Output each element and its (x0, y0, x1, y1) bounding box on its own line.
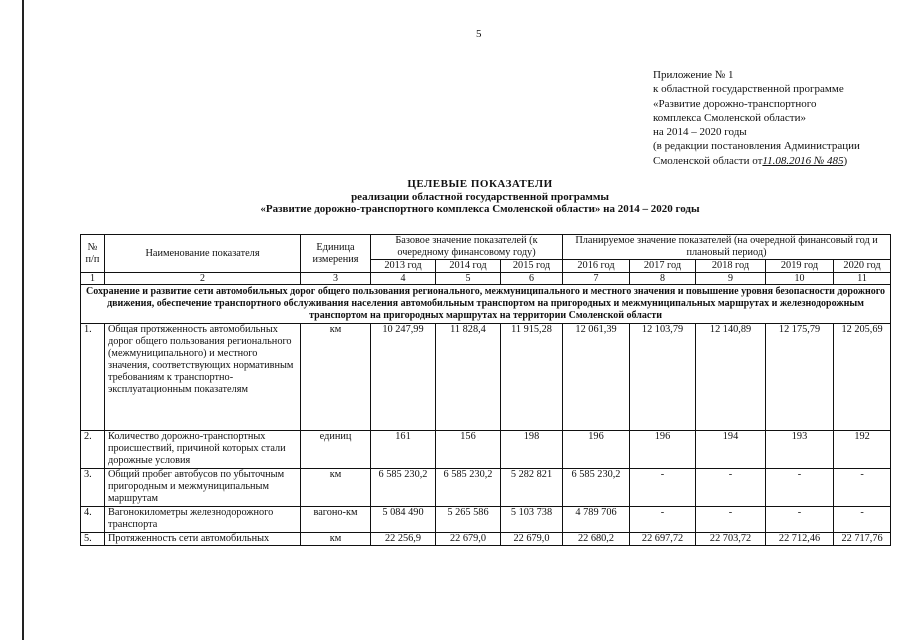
annex-line: Приложение № 1 (653, 69, 734, 81)
annex-block (653, 68, 893, 168)
row-value: 22 717,76 (834, 533, 891, 546)
row-value: - (696, 469, 766, 507)
scan-edge-line (22, 0, 24, 640)
header-name: Наименование показателя (105, 235, 301, 273)
indicators-table (80, 234, 891, 546)
index-cell: 11 (834, 273, 891, 285)
row-unit: км (301, 469, 371, 507)
document-title (60, 178, 900, 216)
row-value: - (766, 469, 834, 507)
row-value: 11 915,28 (501, 324, 563, 431)
row-value: 11 828,4 (436, 324, 501, 431)
header-year: 2017 год (630, 260, 696, 273)
row-value: 6 585 230,2 (371, 469, 436, 507)
row-value: 22 712,46 (766, 533, 834, 546)
row-value: - (834, 507, 891, 533)
row-num: 5. (81, 533, 105, 546)
row-value: 4 789 706 (563, 507, 630, 533)
row-value: 196 (630, 431, 696, 469)
row-num: 1. (81, 324, 105, 431)
index-cell: 9 (696, 273, 766, 285)
row-value: 22 680,2 (563, 533, 630, 546)
row-value: 6 585 230,2 (436, 469, 501, 507)
row-value: 5 265 586 (436, 507, 501, 533)
header-year: 2020 год (834, 260, 891, 273)
index-cell: 5 (436, 273, 501, 285)
row-name: Вагонокилометры железнодорожного транспорта (105, 507, 301, 533)
header-unit: Единица измерения (301, 235, 371, 273)
header-year: 2018 год (696, 260, 766, 273)
handwritten-date: 11.08.2016 № 485 (762, 154, 844, 167)
row-value: - (696, 507, 766, 533)
index-cell: 3 (301, 273, 371, 285)
row-value: 22 697,72 (630, 533, 696, 546)
annex-line: на 2014 – 2020 годы (653, 126, 747, 139)
header-year: 2016 год (563, 260, 630, 273)
annex-line: к областной государственной программе (653, 83, 844, 96)
title-line-2: реализации областной государственной программы (351, 190, 609, 203)
row-unit: км (301, 324, 371, 431)
row-value: 194 (696, 431, 766, 469)
header-base: Базовое значение показателей (к очередному финансовому году) (371, 235, 563, 260)
index-cell: 1 (81, 273, 105, 285)
row-num: 4. (81, 507, 105, 533)
row-value: 22 703,72 (696, 533, 766, 546)
row-value: 5 103 738 (501, 507, 563, 533)
row-value: 6 585 230,2 (563, 469, 630, 507)
page-number: 5 (476, 28, 482, 40)
row-num: 2. (81, 431, 105, 469)
annex-line: комплекса Смоленской области» (653, 111, 807, 124)
row-name: Количество дорожно-транспортных происшествий, причиной которых стали дорожные условия (105, 431, 301, 469)
header-year: 2013 год (371, 260, 436, 273)
index-cell: 4 (371, 273, 436, 285)
row-value: 161 (371, 431, 436, 469)
header-year: 2014 год (436, 260, 501, 273)
row-value: 156 (436, 431, 501, 469)
row-num: 3. (81, 469, 105, 507)
row-unit: единиц (301, 431, 371, 469)
row-value: 12 205,69 (834, 324, 891, 431)
index-cell: 10 (766, 273, 834, 285)
header-year: 2015 год (501, 260, 563, 273)
annex-line: (в редакции постановления Администрации (653, 140, 860, 153)
row-value: - (766, 507, 834, 533)
row-value: 198 (501, 431, 563, 469)
row-unit: км (301, 533, 371, 546)
annex-line-date: Смоленской области от11.08.2016 № 485) (653, 154, 848, 167)
row-unit: вагоно-км (301, 507, 371, 533)
row-value: 22 679,0 (436, 533, 501, 546)
table-row (81, 431, 891, 469)
table-row (81, 324, 891, 431)
row-value: 22 256,9 (371, 533, 436, 546)
header-plan: Планируемое значение показателей (на очередной финансовый год и плановый период) (563, 235, 891, 260)
title-line-3: «Развитие дорожно-транспортного комплекса Смоленской области» на 2014 – 2020 годы (260, 203, 700, 215)
row-value: - (630, 469, 696, 507)
section-heading: Сохранение и развитие сети автомобильных дорог общего пользования регионального, межмуниципального и местного значения и повышение уровня безопасности дорожного движения, обеспечение транспортного обслуживания населения автомобильным транспортом на пригородных и межмуниципальных маршрутах и железнодорожным транспортом на пригородных маршрутах на территории Смоленской области (81, 285, 891, 324)
table-row (81, 507, 891, 533)
row-value: 12 140,89 (696, 324, 766, 431)
index-cell: 8 (630, 273, 696, 285)
row-value: 193 (766, 431, 834, 469)
header-year: 2019 год (766, 260, 834, 273)
row-value: 12 061,39 (563, 324, 630, 431)
row-value: - (834, 469, 891, 507)
row-value: 12 103,79 (630, 324, 696, 431)
row-value: 192 (834, 431, 891, 469)
row-value: 10 247,99 (371, 324, 436, 431)
row-value: 196 (563, 431, 630, 469)
title-line-1: ЦЕЛЕВЫЕ ПОКАЗАТЕЛИ (407, 178, 553, 190)
table-row (81, 533, 891, 546)
row-value: - (630, 507, 696, 533)
header-num: № п/п (81, 235, 105, 273)
index-cell: 6 (501, 273, 563, 285)
annex-line: «Развитие дорожно-транспортного (653, 97, 817, 110)
row-value: 22 679,0 (501, 533, 563, 546)
row-value: 5 282 821 (501, 469, 563, 507)
row-value: 5 084 490 (371, 507, 436, 533)
index-cell: 7 (563, 273, 630, 285)
table-row (81, 469, 891, 507)
row-value: 12 175,79 (766, 324, 834, 431)
row-name: Общий пробег автобусов по убыточным пригородным и межмуниципальным маршрутам (105, 469, 301, 507)
row-name: Общая протяженность автомобильных дорог общего пользования регионального (межмуниципального) и местного значения, соответствующих нормативным требованиям к транспортно-эксплуатационным показателям (105, 324, 301, 431)
row-name: Протяженность сети автомобильных (105, 533, 301, 546)
index-cell: 2 (105, 273, 301, 285)
